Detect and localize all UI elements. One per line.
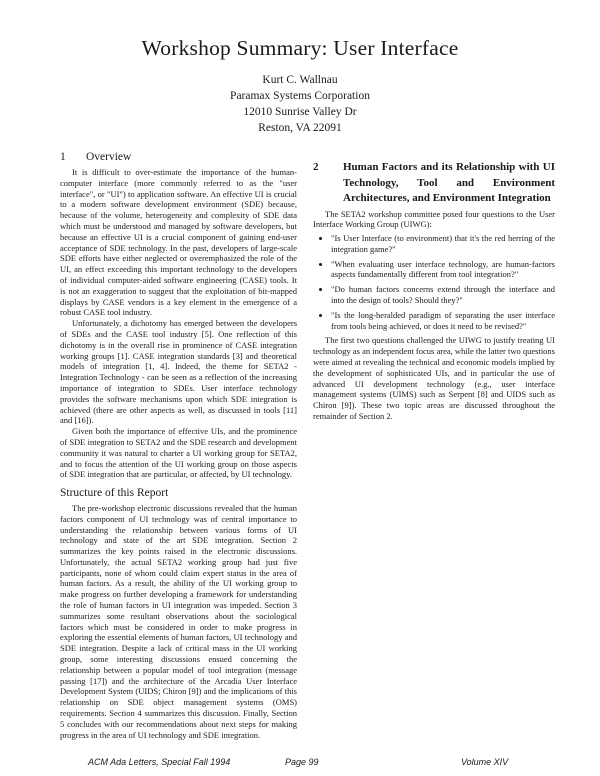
- question-item: • "Do human factors concerns extend through the interface and into the design of tools? Should they?": [331, 284, 555, 306]
- structure-paragraph: The pre-workshop electronic discussions revealed that the human factors component of UI technology was of central importance to understanding the relationship between various forms of UI technology and state of the art SDE integration. Section 2 summarizes the key points raised in the electronic discussions. Unfortunately, the actual SETA2 working group had just five participants, none of whom could claim expert status in the area of human factors. As a result, the ability of the UI working group to make progress on further developing a framework for understanding the role of human factors in UI integration was impeded. Section 3 summarizes some resultant observations about the sociological factors which must be considered in order to make progress in exploring the essential elements of human factors, UI technology and SDE integration. Despite a lack of critical mass in the UI working group, some interesting discussions ensued concerning the relationship between a popular model of tool integration (message passing [17]) and the architecture of the Arcadia User Interface Development System (UIDS; Chiron [9]) and the implications of this relationship on SDE object management systems (OMS) requirements. Section 4 summarizes this discussion. Finally, Section 5 concludes with our recommendations about next steps for making progress in the area of UI technology and SDE integration.: [60, 502, 297, 740]
- footer-volume: Volume XIV: [461, 757, 509, 767]
- footer-journal: ACM Ada Letters, Special Fall 1994: [88, 757, 231, 767]
- human-factors-intro: The SETA2 workshop committee posed four questions to the User Interface Working Group (UIWG):: [313, 208, 555, 230]
- paper-title: Workshop Summary: User Interface: [141, 36, 459, 60]
- section-heading-human-factors: [313, 160, 555, 207]
- overview-paragraph-2: Unfortunately, a dichotomy has emerged between the developers of SDEs and the CASE tool industry [5]. One reflection of this dichotomy is in the overall rise in prominence of CASE integration working groups [1]. CASE integration standards [3] and theoretical models of integration [1, 4]. Indeed, the theme for SETA2 - Integration Technology - can be seen as a reflection of the increasing importance of integration to SDEs. User interface technology provides the software mechanisms upon which SDE integration is achieved (there are other aspects as well, as discussed in tools [11] and [16]).: [60, 318, 297, 426]
- question-list: [313, 233, 555, 331]
- section-number: 2: [313, 161, 319, 173]
- question-item: • "Is User Interface (to environment) that it's the red herring of the integration game?": [331, 233, 555, 255]
- author-organization: Paramax Systems Corporation: [230, 90, 370, 102]
- overview-paragraph-3: Given both the importance of effective UIs, and the prominence of SDE integration to SETA2 and the SDE research and development community it was natural to charter a UI working group for SETA2, and to focus the attention of the UI working group on those aspects of SDE integration that are particular, or affected, by UI technology.: [60, 426, 297, 480]
- right-column: [313, 150, 555, 422]
- question-item: • "When evaluating user interface technology, are human-factors aspects fundamentally different from tool integration?": [331, 259, 555, 281]
- left-column: [60, 150, 297, 740]
- section-heading-structure: Structure of this Report: [60, 487, 169, 500]
- author-city: Reston, VA 22091: [258, 122, 342, 134]
- author-block: [0, 72, 600, 136]
- page-footer: [88, 757, 538, 771]
- question-item: • "Is the long-heralded paradigm of separating the user interface from tools being achieved, or does it need to be revised?": [331, 310, 555, 332]
- author-name: Kurt C. Wallnau: [262, 74, 338, 86]
- section-heading-overview: [60, 150, 297, 164]
- section-title: Overview: [86, 151, 132, 163]
- overview-paragraph-1: It is difficult to over-estimate the importance of the human-computer interface (more commonly referred to as the "user interface", or "UI") to application software. An effective UI is crucial to a modern software development environment (SDE) because, because of the volume, heterogeneity and complexity of SDE data which must be understood and managed by software developers, but because an effective UI is a crucial component of gaining end-user acceptance of SDE technology. In the past, developers of large-scale SDE efforts have either neglected or overemphasized the role of the UI, an effect exceeding this important technology to the developers of individual computer-aided software engineering (CASE) tools. It is not an exaggeration to suggest that the exploitation of bit-mapped displays by CASE vendors is a key element in the emergence of a robust CASE tool industry.: [60, 167, 297, 318]
- footer-page-number: Page 99: [285, 757, 319, 767]
- author-street: 12010 Sunrise Valley Dr: [243, 106, 357, 118]
- human-factors-paragraph: The first two questions challenged the UIWG to justify treating UI technology as an independent focus area, while the latter two questions were aimed at revealing the technical and economic models implied by the development of sophisticated UIs, and in particular the use of advanced UI development technology (e.g., user interface management systems (UIMS) such as Serpent [8] and UIDS such as Chiron [9]). These two topic areas are discussed throughout the remainder of Section 2.: [313, 335, 555, 422]
- section-number: 1: [60, 151, 66, 163]
- section-title: Human Factors and its Relationship with UI Technology, Tool and Environment Architectures, and Environment Integration: [343, 161, 555, 204]
